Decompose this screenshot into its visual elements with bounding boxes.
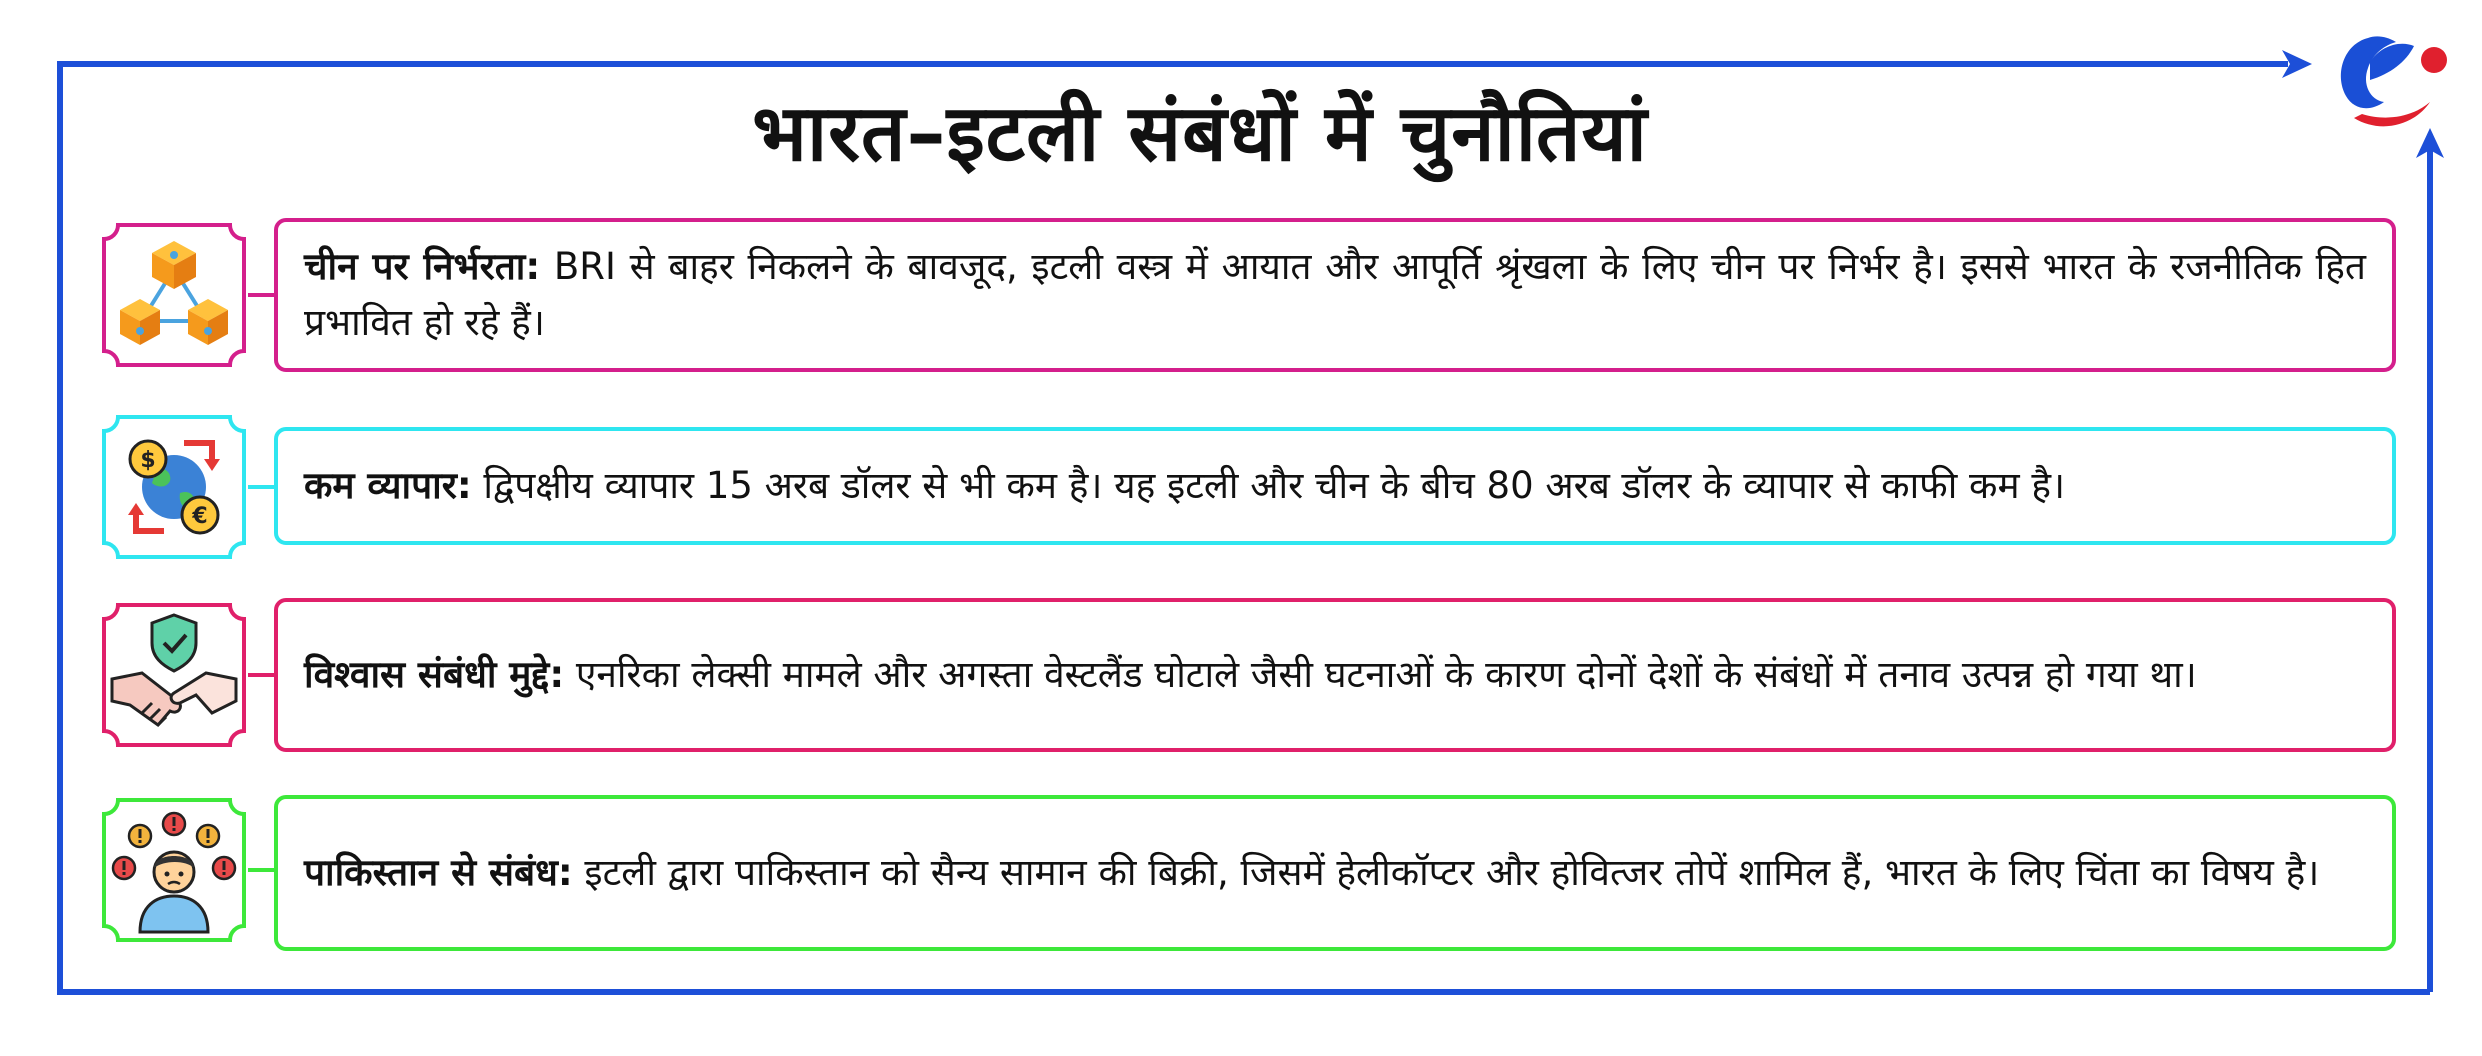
item-1-text: BRI से बाहर निकलने के बावजूद, इटली वस्त्र में आयात और आपूर्ति श्रृंखला के लिए चीन पर निर्भर है। इससे भारत के रजनीतिक हित प्रभावित हो रहे हैं। (304, 245, 2366, 344)
item-2-text-box (274, 427, 2396, 545)
page-title: भारत–इटली संबंधों में चुनौतियां (752, 89, 1648, 179)
item-2-icon-box (100, 413, 248, 561)
item-4-icon-box (100, 796, 248, 944)
item-2-text: द्विपक्षीय व्यापार 15 अरब डॉलर से भी कम है। यह इटली और चीन के बीच 80 अरब डॉलर के व्यापार से काफी कम है। (471, 464, 2066, 507)
item-1-icon-box (100, 221, 248, 369)
item-2-connector (248, 485, 276, 489)
item-3-icon-box (100, 601, 248, 749)
item-3-text: एनरिका लेक्सी मामले और अगस्ता वेस्टलैंड घोटाले जैसी घटनाओं के कारण दोनों देशों के संबंधों में तनाव उत्पन्न हो गया था। (564, 653, 2197, 696)
item-4-text-box (274, 795, 2396, 951)
item-3-label: विश्वास संबंधी मुद्दे: (304, 653, 565, 696)
item-1-text-box (274, 218, 2396, 372)
item-4-label: पाकिस्तान से संबंध: (304, 851, 573, 894)
item-2-label: कम व्यापार: (304, 464, 472, 507)
item-1-label: चीन पर निर्भरता: (304, 245, 541, 288)
svg-text:€: € (192, 504, 208, 529)
item-3-text-box (274, 598, 2396, 752)
svg-text:$: $ (140, 448, 156, 473)
item-4-connector (248, 868, 276, 872)
item-4-text: इटली द्वारा पाकिस्तान को सैन्य सामान की बिक्री, जिसमें हेलीकॉप्टर और होवित्जर तोपें शामिल हैं, भारत के लिए चिंता का विषय है। (572, 851, 2320, 894)
item-3-connector (248, 673, 276, 677)
item-1-connector (248, 293, 276, 297)
